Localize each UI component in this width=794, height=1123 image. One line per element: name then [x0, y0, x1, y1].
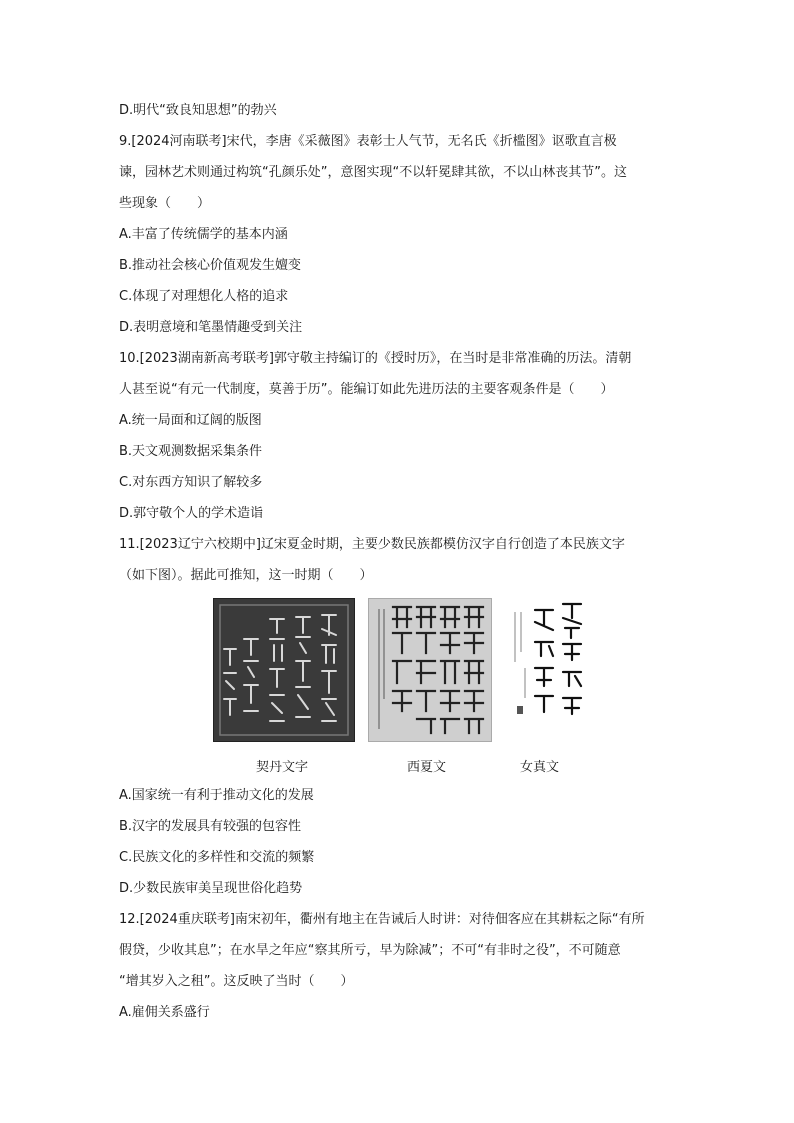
- xixia-script-image: [368, 598, 492, 742]
- text-line: A.丰富了传统儒学的基本内涵: [119, 227, 288, 242]
- script-samples-figure: [213, 598, 593, 740]
- caption-xixia: 西夏文: [407, 760, 447, 775]
- text-line: D.少数民族审美呈现世俗化趋势: [119, 881, 303, 896]
- text-line: B.天文观测数据采集条件: [119, 444, 263, 459]
- text-line: C.对东西方知识了解较多: [119, 475, 263, 490]
- jurchen-script-drawing: [505, 598, 591, 740]
- text-line: 12.[2024重庆联考]南宋初年，衢州有地主在告诫后人时讲：对待佃客应在其耕耘之际“有所: [119, 912, 645, 927]
- jurchen-script-image: [505, 598, 591, 740]
- text-line: 谏，园林艺术则通过构筑“孔颜乐处”，意图实现“不以轩冕肆其欲，不以山林丧其节”。这: [119, 165, 627, 180]
- text-line: D.郭守敬个人的学术造诣: [119, 506, 264, 521]
- text-line: “增其岁入之租”。这反映了当时（ ）: [119, 974, 354, 989]
- caption-khitan: 契丹文字: [256, 760, 309, 775]
- text-line: 假贷，少收其息”；在水旱之年应“察其所亏，早为除减”；不可“有非时之役”，不可随意: [119, 943, 621, 958]
- text-line: 人甚至说“有元一代制度，莫善于历”。能编订如此先进历法的主要客观条件是（ ）: [119, 382, 614, 397]
- text-line: D.表明意境和笔墨情趣受到关注: [119, 320, 303, 335]
- text-line: B.推动社会核心价值观发生嬗变: [119, 258, 302, 273]
- text-line: A.国家统一有利于推动文化的发展: [119, 788, 314, 803]
- khitan-script-drawing: [214, 599, 354, 741]
- text-line: （如下图）。据此可推知，这一时期（ ）: [119, 568, 373, 583]
- text-line: B.汉字的发展具有较强的包容性: [119, 819, 302, 834]
- text-line: D.明代“致良知思想”的勃兴: [119, 103, 277, 118]
- text-line: C.民族文化的多样性和交流的频繁: [119, 850, 315, 865]
- khitan-script-image: [213, 598, 355, 742]
- text-line: A.统一局面和辽阔的版图: [119, 413, 262, 428]
- text-line: 9.[2024河南联考]宋代，李唐《采薇图》表彰士人气节，无名氏《折槛图》讴歌直言极: [119, 134, 617, 149]
- xixia-script-drawing: [369, 599, 491, 741]
- text-line: A.雇佣关系盛行: [119, 1005, 210, 1020]
- text-line: C.体现了对理想化人格的追求: [119, 289, 289, 304]
- text-line: 11.[2023辽宁六校期中]辽宋夏金时期，主要少数民族都模仿汉字自行创造了本民族文字: [119, 537, 625, 552]
- text-line: 10.[2023湖南新高考联考]郭守敬主持编订的《授时历》，在当时是非常准确的历法。清朝: [119, 351, 632, 366]
- caption-jurchen: 女真文: [520, 760, 560, 775]
- text-line: 些现象（ ）: [119, 196, 211, 211]
